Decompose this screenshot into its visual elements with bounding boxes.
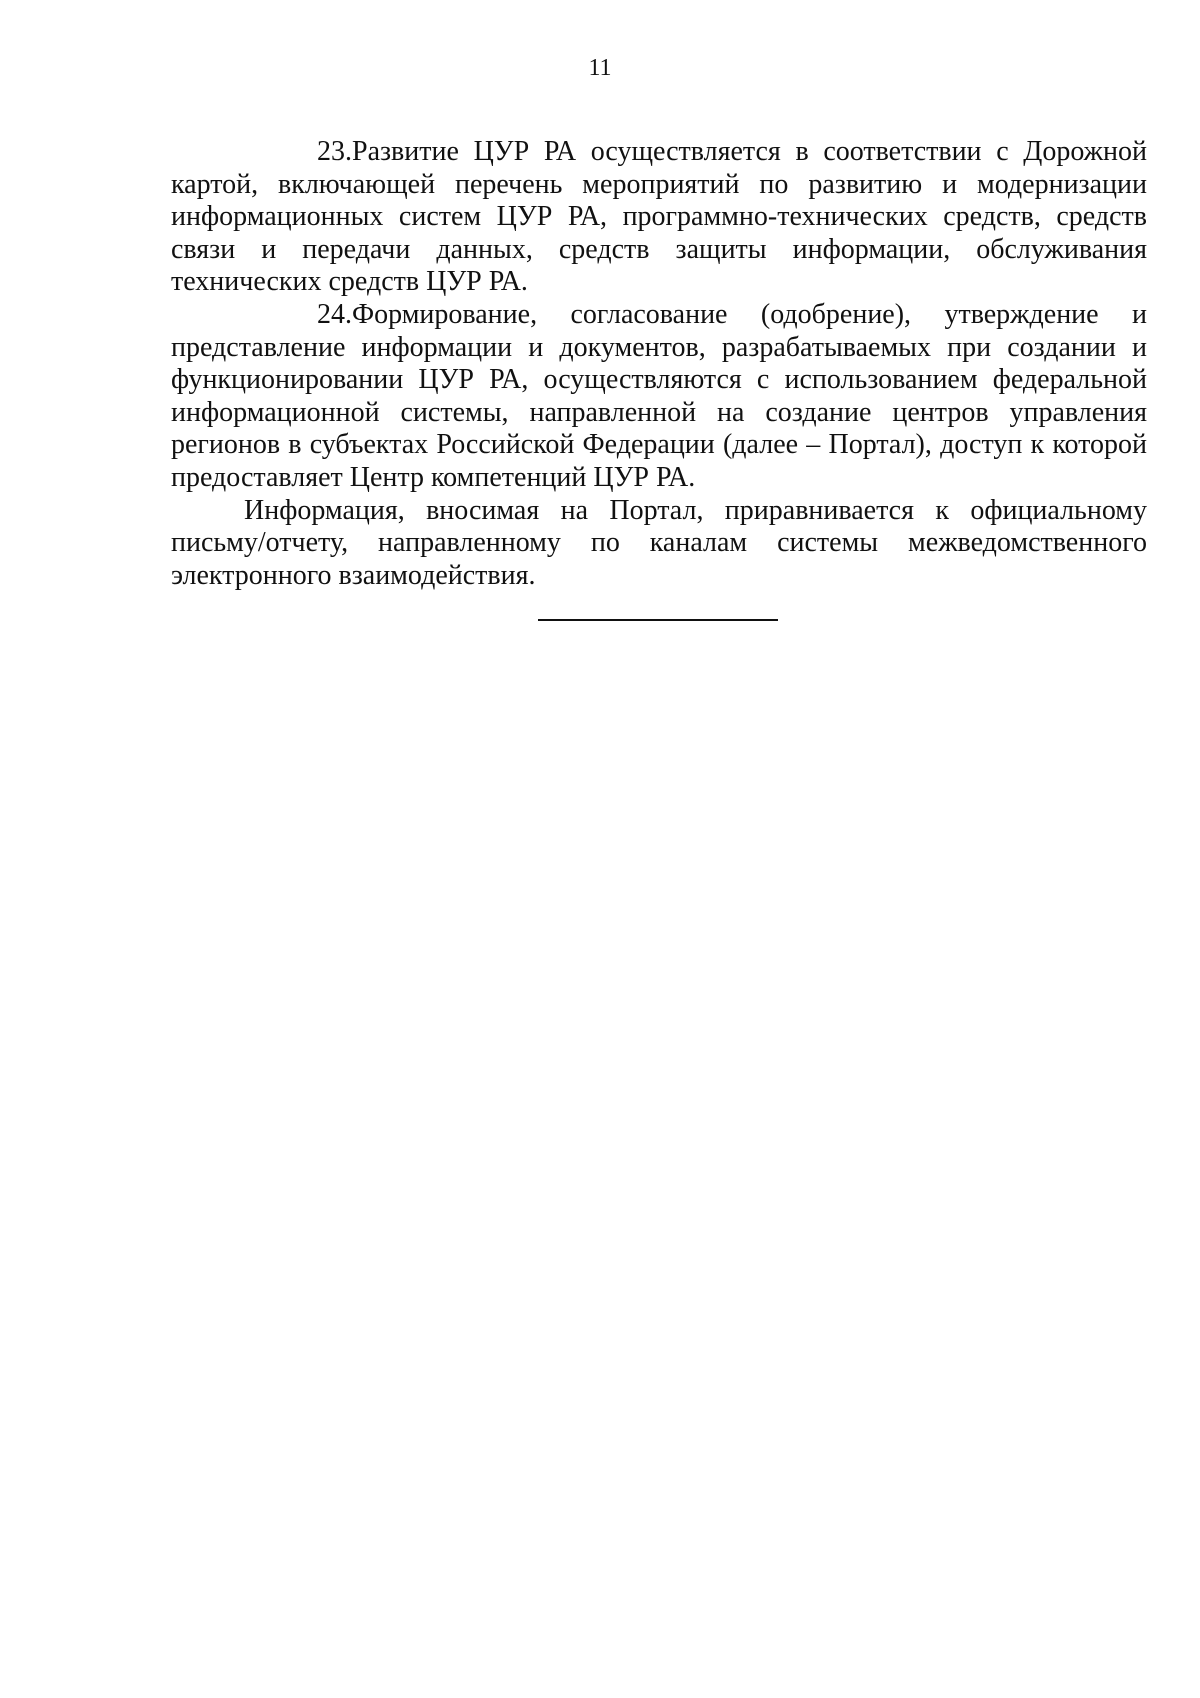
paragraph-text: Развитие ЦУР РА осуществляется в соответствии с Дорожной картой, включающей перечень мероприятий по развитию и модернизации информационных систем ЦУР РА, программно-технических средств, средств связи и передачи данных, средств защиты информации, обслуживания технических средств ЦУР РА. [171, 136, 1147, 298]
paragraph-number: 23. [317, 136, 352, 167]
paragraph-text: Формирование, согласование (одобрение), утверждение и представление информации и документов, разрабатываемых при создании и функционировании ЦУР РА, осуществляются с использованием федеральной информационной системы, направленной на создание центров управления регионов в субъектах Российской Федерации (далее – Портал), доступ к которой предоставляет Центр компетенций ЦУР РА. [171, 298, 1147, 493]
paragraph-text: Информация, вносимая на Портал, приравнивается к официальному письму/отчету, направленному по каналам системы межведомственного электронного взаимодействия. [171, 494, 1147, 591]
end-of-text-rule [538, 619, 778, 621]
document-body [171, 136, 1147, 592]
paragraph-23 [171, 136, 1147, 299]
paragraph-24 [171, 299, 1147, 495]
paragraph-portal-info [171, 495, 1147, 593]
page-number: 11 [588, 55, 612, 81]
paragraph-number: 24. [317, 298, 352, 330]
